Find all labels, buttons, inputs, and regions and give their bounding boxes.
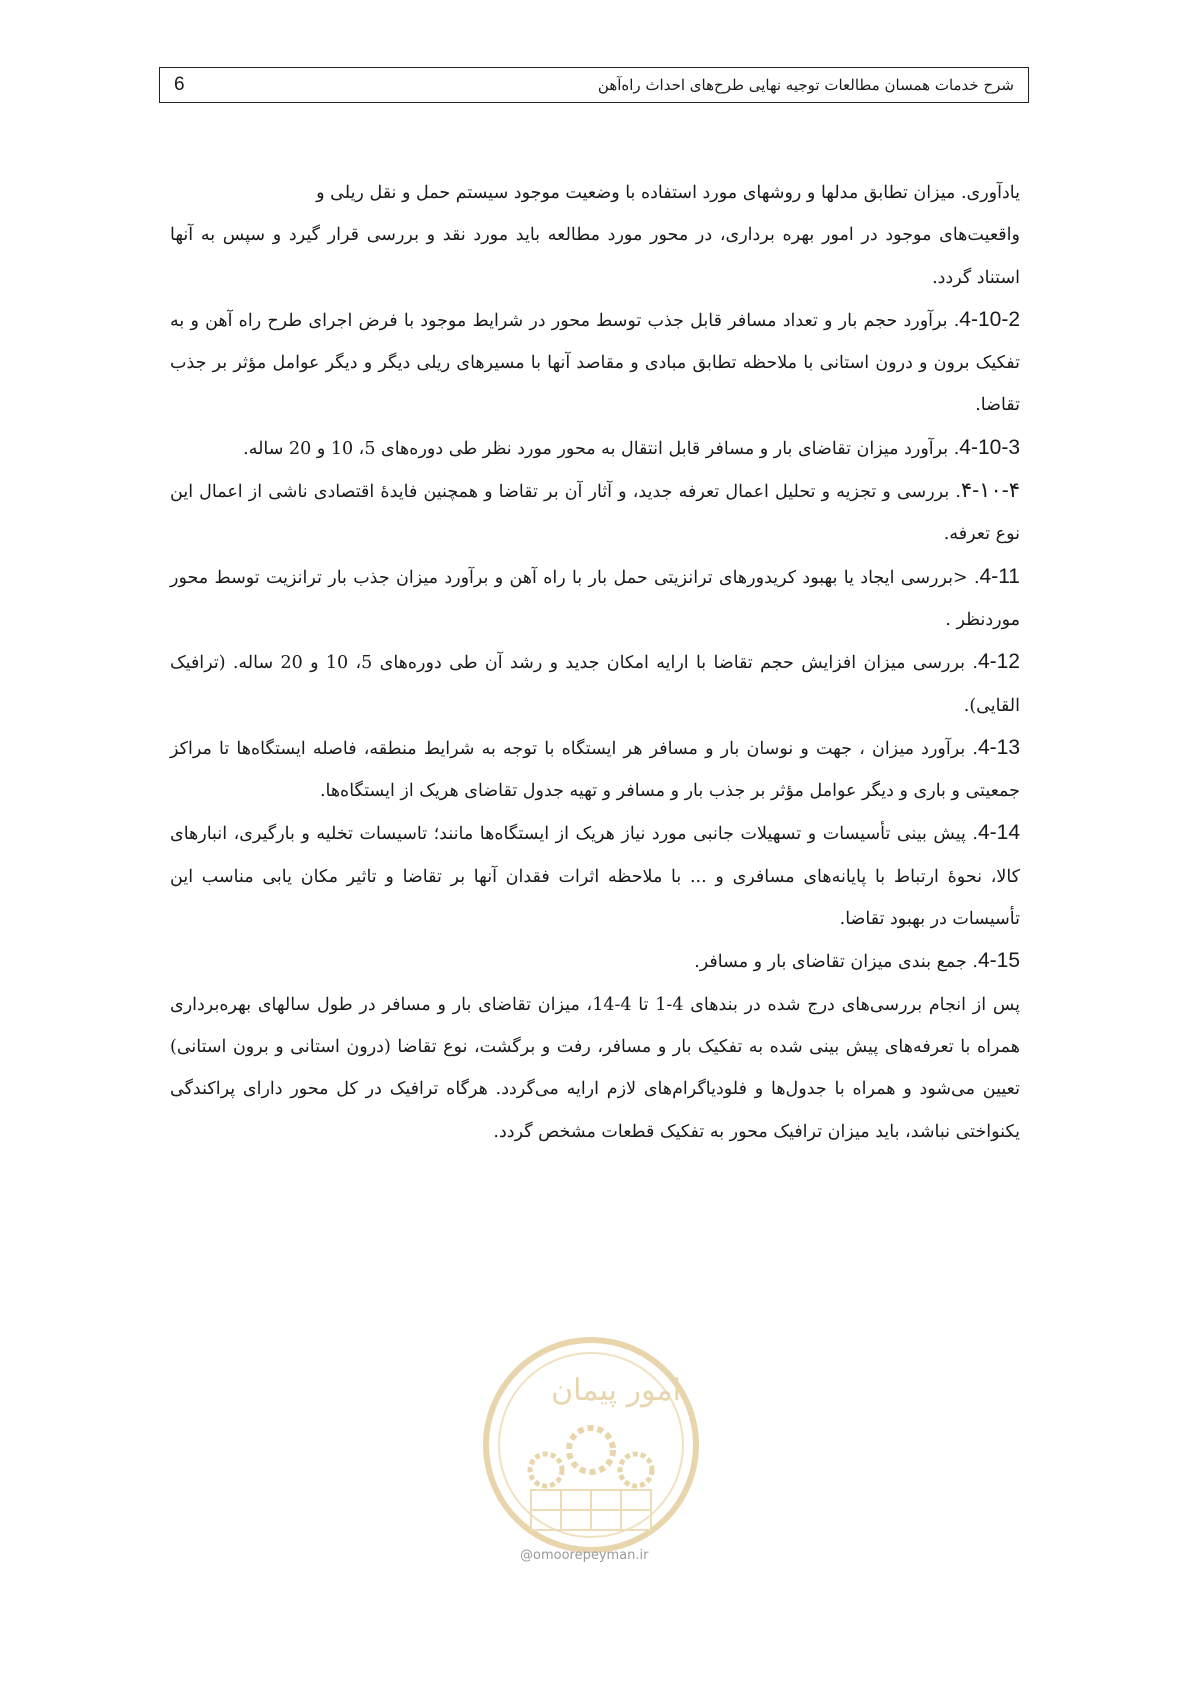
item-number: 4-10-3 <box>959 435 1020 459</box>
item-text: . برآورد حجم بار و تعداد مسافر قابل جذب توسط محور در شرایط موجود با فرض اجرای طرح راه آهن و به تفکیک برون و درون استانی با ملاحظه تطابق مبادی و مقاصد آنها با مسیرهای ریلی دیگر و دیگر عوامل مؤثر بر جذب تقاضا. <box>170 310 1020 416</box>
item-number: 4-15 <box>977 949 1020 973</box>
list-item <box>170 299 1020 427</box>
document-body <box>170 172 1020 1153</box>
item-number: 4-14 <box>977 821 1020 845</box>
list-item <box>170 812 1020 940</box>
item-number: 4-11 <box>979 564 1020 588</box>
list-item <box>170 727 1020 813</box>
item-text: . بررسی و تجزیه و تحلیل اعمال تعرفه جدید، و آثار آن بر تقاضا و همچنین فایدهٔ اقتصادی ناشی از اعمال این نوع تعرفه. <box>170 482 1020 545</box>
closing-paragraph: پس از انجام بررسی‌های درج شده در بندهای 4-1 تا 4-14، میزان تقاضای بار و مسافر در طول سالهای بهره‌برداری همراه با تعرفه‌های پیش بینی شده به تفکیک بار و مسافر، رفت و برگشت، نوع تقاضا (درون استانی و برون استانی) تعیین می‌شود و همراه با جدول‌ها و فلودیاگرام‌های لازم ارایه می‌گردد. هرگاه ترافیک در کل محور دارای پراکندگی یکنواختی نباشد، باید میزان ترافیک محور به تفکیک قطعات مشخص گردد. <box>170 994 1021 1142</box>
list-item <box>170 940 1020 983</box>
page-number: 6 <box>174 74 185 95</box>
list-item <box>170 556 1020 642</box>
header-title: شرح خدمات همسان مطالعات توجیه نهایی طرح‌های احداث راه‌آهن <box>597 76 1014 94</box>
intro-continuation: واقعیت‌های موجود در امور بهره برداری، در محور مورد مطالعه باید مورد نقد و بررسی قرار گیرد و سپس به آنها استناد گردد. <box>170 225 1020 288</box>
intro-first-line: یادآوری. میزان تطابق مدلها و روشهای مورد استفاده با وضعیت موجود سیستم حمل و نقل ریلی و <box>316 183 1020 203</box>
item-number: 4-10-2 <box>959 307 1020 331</box>
item-number: 4-13 <box>977 735 1020 759</box>
page-header <box>159 67 1029 103</box>
item-number: ۴-۱۰-۴ <box>960 479 1020 503</box>
watermark-site: @omoorepeyman.ir <box>520 1548 649 1563</box>
item-text: . <بررسی ایجاد یا بهبود کریدورهای ترانزیتی حمل بار با راه آهن و برآورد میزان جذب بار ترانزیت توسط محور موردنظر . <box>170 567 1020 630</box>
list-item <box>170 641 1020 727</box>
item-text: . برآورد میزان ، جهت و نوسان بار و مسافر هر ایستگاه با توجه به شرایط منطقه، فاصله ایستگاه‌ها تا مراکز جمعیتی و باری و دیگر عوامل مؤثر بر جذب بار و مسافر و تهیه جدول تقاضای هریک از ایستگاه‌ها. <box>170 738 1020 802</box>
list-item <box>170 427 1020 470</box>
item-text: . جمع بندی میزان تقاضای بار و مسافر. <box>694 952 978 973</box>
watermark-logo-text: امور پیمان <box>551 1373 681 1408</box>
item-text: . پیش بینی تأسیسات و تسهیلات جانبی مورد نیاز هریک از ایستگاه‌ها مانند؛ تاسیسات تخلیه و بارگیری، انبارهای کالا، نحوهٔ ارتباط با پایانه‌های مسافری و ... با ملاحظه اثرات فقدان آنها بر تقاضا و تاثیر مکان یابی مناسب این تأسیسات در بهبود تقاضا. <box>170 824 1020 930</box>
list-item <box>170 470 1020 556</box>
intro-line <box>170 172 1020 214</box>
item-text: . بررسی میزان افزایش حجم تقاضا با ارایه امکان جدید و رشد آن طی دوره‌های 5، 10 و 20 ساله. (ترافیک القایی). <box>170 653 1020 716</box>
item-number: 4-12 <box>977 650 1020 674</box>
item-text: . برآورد میزان تقاضای بار و مسافر قابل انتقال به محور مورد نظر طی دوره‌های 5، 10 و 20 ساله. <box>243 438 960 459</box>
